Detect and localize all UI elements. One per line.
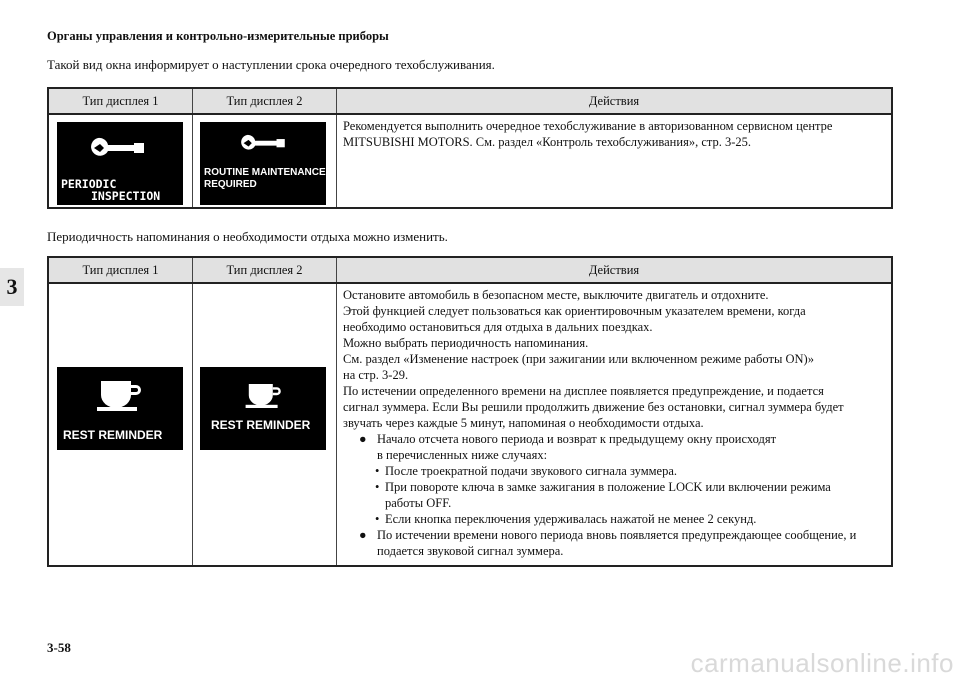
action-line: По истечении определенного времени на дисплее появляется предупреждение, и подается bbox=[343, 384, 824, 398]
table-row bbox=[48, 283, 892, 566]
display1-line1: PERIODIC bbox=[61, 177, 117, 191]
bullet-dot: ● bbox=[359, 432, 367, 446]
action-line: Рекомендуется выполнить очередное техобслуживание в авторизованном сервисном центре bbox=[343, 119, 833, 133]
periodic-inspection-display bbox=[57, 122, 183, 205]
display1-line2: INSPECTION bbox=[91, 189, 161, 203]
bullet-dot: ● bbox=[359, 528, 367, 542]
action-line: Остановите автомобиль в безопасном месте, выключите двигатель и отдохните. bbox=[343, 288, 769, 302]
display1-cell bbox=[48, 283, 193, 566]
section-header: Органы управления и контрольно-измерительные приборы bbox=[47, 29, 389, 43]
table-header-row bbox=[48, 257, 892, 283]
display2-line2: REQUIRED bbox=[204, 179, 257, 190]
intro-text: Такой вид окна информирует о наступлении срока очередного техобслуживания. bbox=[47, 57, 495, 72]
display2-cell bbox=[193, 283, 337, 566]
action-line: Можно выбрать периодичность напоминания. bbox=[343, 336, 589, 350]
actions-cell bbox=[337, 283, 893, 566]
maintenance-table bbox=[47, 87, 893, 209]
page-number: 3-58 bbox=[47, 640, 71, 655]
rest-reminder-display-1 bbox=[57, 367, 183, 450]
sub-item-line: Если кнопка переключения удерживалась нажатой не менее 2 секунд. bbox=[385, 512, 757, 526]
sub-item-line: работы OFF. bbox=[385, 496, 452, 510]
sub-item bbox=[343, 511, 885, 527]
sub-item-line: После троекратной подачи звукового сигнала зуммера. bbox=[385, 464, 677, 478]
reminder-note: Периодичность напоминания о необходимости отдыха можно изменить. bbox=[47, 229, 448, 244]
wrench-icon bbox=[240, 130, 290, 158]
bullet-line: подается звуковой сигнал зуммера. bbox=[377, 544, 564, 558]
sub-item-line: При повороте ключа в замке зажигания в положение LOCK или включении режима bbox=[385, 480, 831, 494]
action-line: Этой функцией следует пользоваться как ориентировочным указателем времени, когда bbox=[343, 304, 806, 318]
display1-cell bbox=[48, 114, 193, 208]
action-line: См. раздел «Изменение настроек (при зажигании или включенном режиме работы ON)» bbox=[343, 352, 814, 366]
display2-label: REST REMINDER bbox=[211, 418, 311, 432]
routine-maintenance-display bbox=[200, 122, 326, 205]
actions-cell bbox=[337, 114, 893, 208]
col-header-display2: Тип дисплея 2 bbox=[193, 257, 337, 283]
action-line: сигнал зуммера. Если Вы решили продолжить движение без остановки, сигнал зуммера будет bbox=[343, 400, 844, 414]
sub-bullet: • bbox=[375, 480, 380, 494]
action-line: на стр. 3-29. bbox=[343, 368, 409, 382]
bullet-item bbox=[343, 527, 885, 559]
col-header-actions: Действия bbox=[337, 257, 893, 283]
col-header-display2: Тип дисплея 2 bbox=[193, 88, 337, 114]
coffee-cup-icon bbox=[244, 379, 284, 413]
col-header-display1: Тип дисплея 1 bbox=[48, 257, 193, 283]
sub-item bbox=[343, 463, 885, 479]
display1-label: REST REMINDER bbox=[63, 428, 163, 442]
action-line: необходимо остановиться для отдыха в дальних поездках. bbox=[343, 320, 653, 334]
rest-reminder-display-2 bbox=[200, 367, 326, 450]
sub-bullet: • bbox=[375, 464, 380, 478]
bullet-line: По истечении времени нового периода вновь появляется предупреждающее сообщение, и bbox=[377, 528, 857, 542]
display2-cell bbox=[193, 114, 337, 208]
col-header-actions: Действия bbox=[337, 88, 893, 114]
sub-item bbox=[343, 479, 885, 511]
coffee-cup-icon bbox=[95, 375, 145, 417]
chapter-tab: 3 bbox=[0, 268, 24, 306]
wrench-icon bbox=[90, 132, 150, 166]
action-line: MITSUBISHI MOTORS. См. раздел «Контроль техобслуживания», стр. 3-25. bbox=[343, 135, 752, 149]
bullet-item bbox=[343, 431, 885, 463]
sub-bullet: • bbox=[375, 512, 380, 526]
display2-line1: ROUTINE MAINTENANCE bbox=[204, 167, 326, 178]
table-row bbox=[48, 114, 892, 208]
bullet-line: в перечисленных ниже случаях: bbox=[377, 448, 548, 462]
rest-reminder-table bbox=[47, 256, 893, 567]
action-line: звучать через каждые 5 минут, напоминая о необходимости отдыха. bbox=[343, 416, 704, 430]
col-header-display1: Тип дисплея 1 bbox=[48, 88, 193, 114]
bullet-line: Начало отсчета нового периода и возврат к предыдущему окну происходят bbox=[377, 432, 777, 446]
table-header-row bbox=[48, 88, 892, 114]
watermark: carmanualsonline.info bbox=[690, 648, 954, 678]
